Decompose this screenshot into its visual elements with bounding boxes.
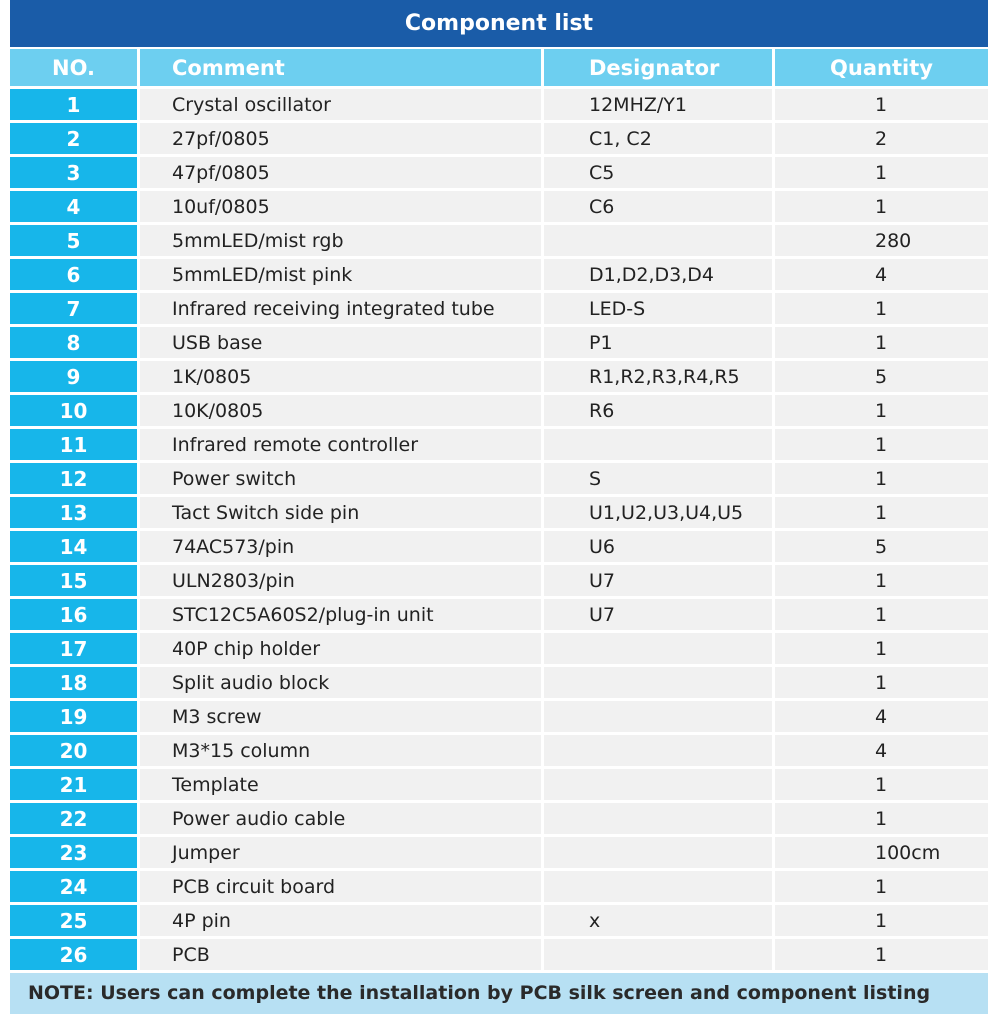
row-quantity: 4 (772, 701, 988, 732)
header-row (10, 49, 988, 86)
row-quantity: 4 (772, 259, 988, 290)
header-comment: Comment (137, 49, 541, 86)
row-quantity: 1 (772, 599, 988, 630)
row-designator: C1, C2 (541, 123, 772, 154)
row-comment: Power audio cable (137, 803, 541, 834)
table-row (10, 701, 988, 732)
row-comment: Infrared remote controller (137, 429, 541, 460)
row-number: 26 (10, 939, 137, 970)
table-row (10, 803, 988, 834)
row-comment: 5mmLED/mist rgb (137, 225, 541, 256)
table-row (10, 225, 988, 256)
row-designator (541, 633, 772, 664)
row-number: 20 (10, 735, 137, 766)
row-comment: Power switch (137, 463, 541, 494)
row-number: 22 (10, 803, 137, 834)
row-comment: Split audio block (137, 667, 541, 698)
row-comment: USB base (137, 327, 541, 358)
row-number: 2 (10, 123, 137, 154)
row-number: 3 (10, 157, 137, 188)
row-quantity: 1 (772, 633, 988, 664)
row-designator: U7 (541, 565, 772, 596)
table-row (10, 259, 988, 290)
table-row (10, 939, 988, 970)
row-designator: U1,U2,U3,U4,U5 (541, 497, 772, 528)
row-comment: 1K/0805 (137, 361, 541, 392)
header-no: NO. (10, 49, 137, 86)
table-body (10, 89, 988, 970)
row-quantity: 280 (772, 225, 988, 256)
table-row (10, 769, 988, 800)
row-number: 7 (10, 293, 137, 324)
row-designator: LED-S (541, 293, 772, 324)
row-number: 21 (10, 769, 137, 800)
row-designator: U7 (541, 599, 772, 630)
row-comment: 10K/0805 (137, 395, 541, 426)
table-row (10, 395, 988, 426)
table-row (10, 191, 988, 222)
table-row (10, 463, 988, 494)
row-number: 14 (10, 531, 137, 562)
row-designator (541, 769, 772, 800)
table-row (10, 531, 988, 562)
table-row (10, 327, 988, 358)
table-row (10, 871, 988, 902)
row-quantity: 2 (772, 123, 988, 154)
row-designator (541, 939, 772, 970)
header-quantity: Quantity (772, 49, 988, 86)
row-number: 8 (10, 327, 137, 358)
row-number: 16 (10, 599, 137, 630)
row-designator (541, 429, 772, 460)
row-quantity: 1 (772, 803, 988, 834)
row-comment: ULN2803/pin (137, 565, 541, 596)
table-row (10, 123, 988, 154)
row-comment: 27pf/0805 (137, 123, 541, 154)
row-comment: 47pf/0805 (137, 157, 541, 188)
row-quantity: 1 (772, 565, 988, 596)
row-designator: C6 (541, 191, 772, 222)
row-quantity: 5 (772, 361, 988, 392)
row-comment: PCB (137, 939, 541, 970)
row-number: 5 (10, 225, 137, 256)
note-text: NOTE: Users can complete the installation by PCB silk screen and component listing (10, 973, 988, 1014)
row-quantity: 1 (772, 667, 988, 698)
row-comment: Infrared receiving integrated tube (137, 293, 541, 324)
row-comment: 10uf/0805 (137, 191, 541, 222)
row-quantity: 5 (772, 531, 988, 562)
table-row (10, 157, 988, 188)
row-number: 15 (10, 565, 137, 596)
row-quantity: 1 (772, 905, 988, 936)
row-number: 25 (10, 905, 137, 936)
row-number: 19 (10, 701, 137, 732)
row-comment: 5mmLED/mist pink (137, 259, 541, 290)
row-quantity: 1 (772, 395, 988, 426)
row-designator (541, 667, 772, 698)
row-designator: x (541, 905, 772, 936)
table-row (10, 735, 988, 766)
table-row (10, 565, 988, 596)
table-row (10, 905, 988, 936)
table-row (10, 293, 988, 324)
row-comment: 40P chip holder (137, 633, 541, 664)
row-number: 23 (10, 837, 137, 868)
row-comment: Crystal oscillator (137, 89, 541, 120)
row-designator (541, 225, 772, 256)
row-designator: 12MHZ/Y1 (541, 89, 772, 120)
header-designator: Designator (541, 49, 772, 86)
row-number: 10 (10, 395, 137, 426)
row-designator: U6 (541, 531, 772, 562)
row-comment: M3 screw (137, 701, 541, 732)
row-number: 17 (10, 633, 137, 664)
row-quantity: 1 (772, 191, 988, 222)
row-number: 13 (10, 497, 137, 528)
row-designator: P1 (541, 327, 772, 358)
row-number: 12 (10, 463, 137, 494)
row-designator (541, 837, 772, 868)
row-quantity: 100cm (772, 837, 988, 868)
component-table (10, 46, 988, 973)
row-number: 24 (10, 871, 137, 902)
row-comment: M3*15 column (137, 735, 541, 766)
row-quantity: 1 (772, 327, 988, 358)
row-quantity: 1 (772, 871, 988, 902)
row-number: 6 (10, 259, 137, 290)
row-designator (541, 803, 772, 834)
row-quantity: 1 (772, 497, 988, 528)
component-list (10, 0, 988, 1014)
row-designator: S (541, 463, 772, 494)
row-quantity: 1 (772, 939, 988, 970)
row-quantity: 1 (772, 293, 988, 324)
row-quantity: 1 (772, 157, 988, 188)
row-quantity: 1 (772, 89, 988, 120)
row-comment: 74AC573/pin (137, 531, 541, 562)
row-number: 4 (10, 191, 137, 222)
row-designator: D1,D2,D3,D4 (541, 259, 772, 290)
row-designator (541, 701, 772, 732)
row-number: 1 (10, 89, 137, 120)
row-comment: 4P pin (137, 905, 541, 936)
table-title: Component list (10, 0, 988, 47)
row-comment: PCB circuit board (137, 871, 541, 902)
table-row (10, 361, 988, 392)
table-row (10, 599, 988, 630)
row-designator: R6 (541, 395, 772, 426)
table-row (10, 837, 988, 868)
row-quantity: 1 (772, 429, 988, 460)
row-designator (541, 871, 772, 902)
row-designator: R1,R2,R3,R4,R5 (541, 361, 772, 392)
row-comment: Tact Switch side pin (137, 497, 541, 528)
row-number: 11 (10, 429, 137, 460)
table-row (10, 429, 988, 460)
table-row (10, 89, 988, 120)
table-row (10, 633, 988, 664)
row-number: 18 (10, 667, 137, 698)
row-designator (541, 735, 772, 766)
row-quantity: 1 (772, 769, 988, 800)
row-comment: Jumper (137, 837, 541, 868)
row-designator: C5 (541, 157, 772, 188)
table-row (10, 667, 988, 698)
row-number: 9 (10, 361, 137, 392)
row-comment: STC12C5A60S2/plug-in unit (137, 599, 541, 630)
row-comment: Template (137, 769, 541, 800)
row-quantity: 1 (772, 463, 988, 494)
row-quantity: 4 (772, 735, 988, 766)
table-row (10, 497, 988, 528)
